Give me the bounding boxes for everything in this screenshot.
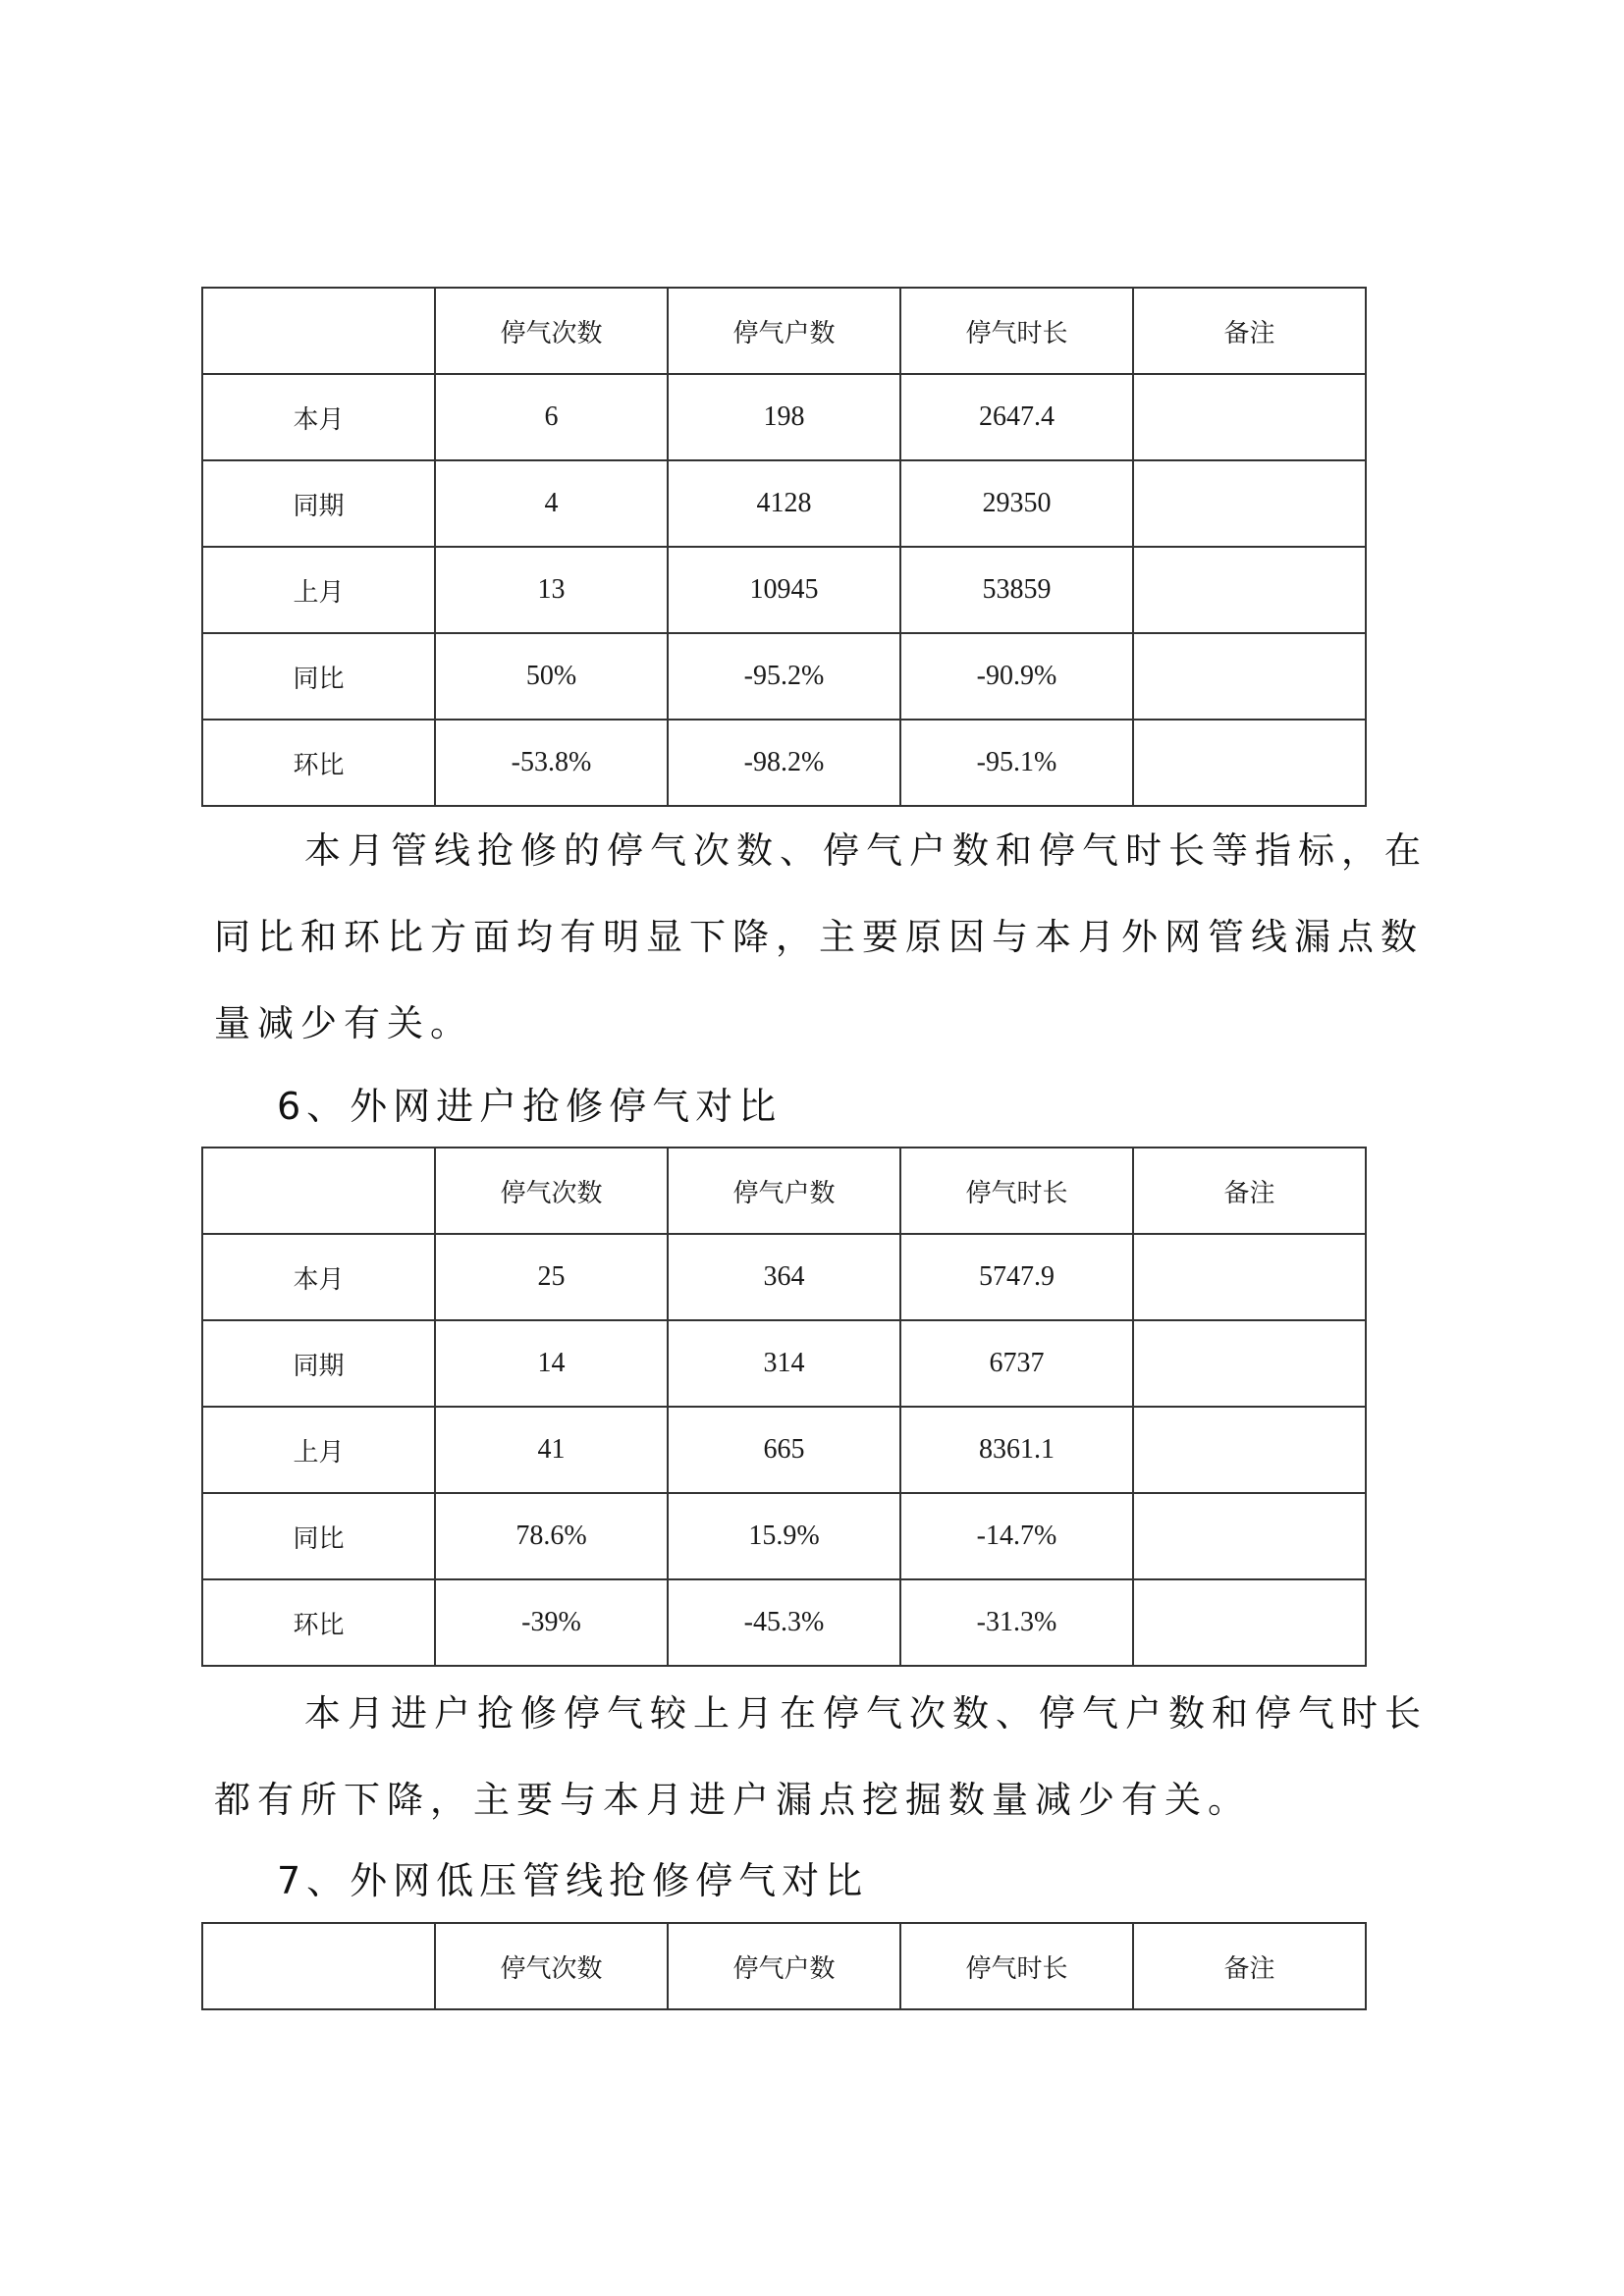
cell-duration: 29350 <box>900 460 1133 547</box>
cell-note <box>1133 720 1366 806</box>
row-label: 本月 <box>202 374 435 460</box>
table-header-row <box>202 1923 1366 2009</box>
paragraph-pipeline-summary <box>214 808 1428 1067</box>
row-label: 同期 <box>202 1320 435 1407</box>
header-cell-duration: 停气时长 <box>900 1923 1133 2009</box>
section-heading-7: 7、外网低压管线抢修停气对比 <box>277 1859 869 1902</box>
header-cell-households: 停气户数 <box>668 1148 900 1234</box>
table-row <box>202 633 1366 720</box>
cell-note <box>1133 374 1366 460</box>
header-cell-duration: 停气时长 <box>900 1148 1133 1234</box>
table-row <box>202 1234 1366 1320</box>
row-label: 环比 <box>202 1579 435 1666</box>
household-outage-table <box>201 1147 1367 1667</box>
paragraph-line: 本月管线抢修的停气次数、停气户数和停气时长等指标，在 <box>304 829 1428 872</box>
cell-duration: 8361.1 <box>900 1407 1133 1493</box>
cell-count: -53.8% <box>435 720 668 806</box>
cell-households: 15.9% <box>668 1493 900 1579</box>
cell-count: 14 <box>435 1320 668 1407</box>
header-cell-count: 停气次数 <box>435 1923 668 2009</box>
header-cell-note: 备注 <box>1133 288 1366 374</box>
table-row <box>202 720 1366 806</box>
cell-count: 6 <box>435 374 668 460</box>
cell-count: 13 <box>435 547 668 633</box>
row-label: 环比 <box>202 720 435 806</box>
cell-duration: 53859 <box>900 547 1133 633</box>
cell-households: 10945 <box>668 547 900 633</box>
table-header-row <box>202 288 1366 374</box>
header-cell-blank <box>202 1148 435 1234</box>
low-pressure-outage-table <box>201 1922 1367 2010</box>
cell-households: 198 <box>668 374 900 460</box>
row-label: 上月 <box>202 547 435 633</box>
cell-households: 665 <box>668 1407 900 1493</box>
header-cell-blank <box>202 1923 435 2009</box>
cell-count: 41 <box>435 1407 668 1493</box>
row-label: 同期 <box>202 460 435 547</box>
cell-count: 4 <box>435 460 668 547</box>
paragraph-line: 同比和环比方面均有明显下降，主要原因与本月外网管线漏点数 <box>214 916 1424 958</box>
cell-note <box>1133 460 1366 547</box>
cell-note <box>1133 1320 1366 1407</box>
table-row <box>202 547 1366 633</box>
header-cell-households: 停气户数 <box>668 288 900 374</box>
section-heading-6: 6、外网进户抢修停气对比 <box>277 1085 783 1128</box>
cell-note <box>1133 547 1366 633</box>
header-cell-count: 停气次数 <box>435 288 668 374</box>
cell-households: -45.3% <box>668 1579 900 1666</box>
cell-note <box>1133 1493 1366 1579</box>
header-cell-note: 备注 <box>1133 1148 1366 1234</box>
cell-count: 78.6% <box>435 1493 668 1579</box>
cell-note <box>1133 1407 1366 1493</box>
header-cell-households: 停气户数 <box>668 1923 900 2009</box>
cell-households: 4128 <box>668 460 900 547</box>
paragraph-line: 本月进户抢修停气较上月在停气次数、停气户数和停气时长 <box>304 1692 1428 1735</box>
pipeline-outage-table <box>201 287 1367 807</box>
row-label: 同比 <box>202 633 435 720</box>
table-header-row <box>202 1148 1366 1234</box>
cell-duration: -95.1% <box>900 720 1133 806</box>
table-row <box>202 1320 1366 1407</box>
paragraph-household-summary <box>214 1671 1428 1843</box>
header-cell-count: 停气次数 <box>435 1148 668 1234</box>
cell-note <box>1133 1579 1366 1666</box>
cell-households: -95.2% <box>668 633 900 720</box>
header-cell-note: 备注 <box>1133 1923 1366 2009</box>
paragraph-line: 量减少有关。 <box>214 1002 473 1044</box>
cell-duration: -14.7% <box>900 1493 1133 1579</box>
header-cell-duration: 停气时长 <box>900 288 1133 374</box>
cell-duration: -31.3% <box>900 1579 1133 1666</box>
cell-duration: 5747.9 <box>900 1234 1133 1320</box>
cell-households: 314 <box>668 1320 900 1407</box>
cell-households: 364 <box>668 1234 900 1320</box>
table-row <box>202 1407 1366 1493</box>
row-label: 上月 <box>202 1407 435 1493</box>
cell-duration: 2647.4 <box>900 374 1133 460</box>
cell-count: 50% <box>435 633 668 720</box>
cell-count: 25 <box>435 1234 668 1320</box>
cell-duration: 6737 <box>900 1320 1133 1407</box>
cell-note <box>1133 633 1366 720</box>
cell-duration: -90.9% <box>900 633 1133 720</box>
table-row <box>202 1493 1366 1579</box>
table-row <box>202 1579 1366 1666</box>
table-row <box>202 374 1366 460</box>
table-row <box>202 460 1366 547</box>
paragraph-line: 都有所下降，主要与本月进户漏点挖掘数量减少有关。 <box>214 1779 1251 1821</box>
cell-households: -98.2% <box>668 720 900 806</box>
row-label: 同比 <box>202 1493 435 1579</box>
cell-count: -39% <box>435 1579 668 1666</box>
cell-note <box>1133 1234 1366 1320</box>
header-cell-blank <box>202 288 435 374</box>
row-label: 本月 <box>202 1234 435 1320</box>
